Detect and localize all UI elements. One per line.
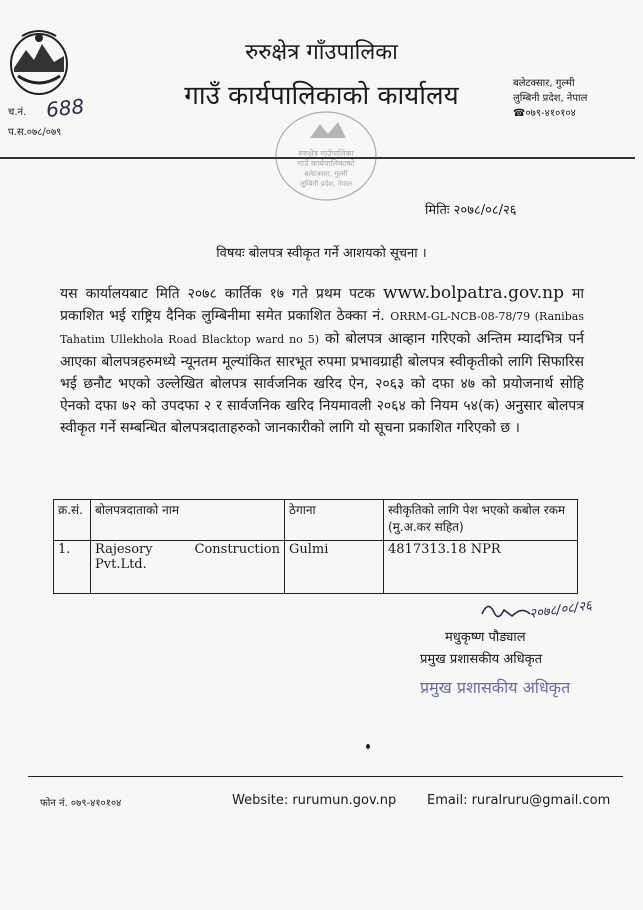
- signatory-name: मधुकृष्ण पौड्याल: [445, 630, 526, 645]
- cell-bidder: Rajesory Construction Pvt.Ltd.: [91, 541, 285, 594]
- signatory-title: प्रमुख प्रशासकीय अधिकृत: [420, 652, 543, 667]
- stamp-line4: लुम्बिनी प्रदेश, नेपाल: [299, 180, 353, 188]
- patra-sankhya: प.स.०७८/०७९: [8, 127, 62, 138]
- cell-address: Gulmi: [285, 541, 384, 594]
- office-title-line2: गाउँ कार्यपालिकाको कार्यालय: [184, 81, 459, 111]
- contract-code: ORRM-GL-NCB-08-78/79 (Ranibas Tahatim Ullekhola Road Blacktop ward no 5): [60, 310, 584, 346]
- footer-phone: फोन नं. ०७९-४१०१०४: [40, 798, 122, 809]
- table-header-row: [54, 500, 578, 541]
- chalani-number-label: च.नं.: [8, 107, 27, 118]
- office-phone: ☎०७९-४१०१०४: [513, 108, 576, 119]
- body-part3: को बोलपत्र आव्हान गरिएको अन्तिम म्यादभित्र पर्न आएका बोलपत्रहरुमध्ये न्यूनतम मूल्यांकित सारभूत रुपमा प्रभावग्राही बोलपत्र स्वीकृतीको लागि सिफारिस भई छनौट भएको उल्लेखित बोलपत्र सार्वजनिक खरिद ऐन, २०६३ को दफा ४७ को प्रयोजनार्थ सोहि ऐनको दफा ७२ को उपदफा २ र सार्वजनिक खरिद नियमावली २०६४ को नियम ५४(क) अनुसार बोलपत्र स्वीकृत गर्ने सम्बन्धित बोलपत्रदाताहरुको जानकारीको लागि यो सूचना प्रकाशित गरिएको छ ।: [60, 331, 584, 436]
- cell-sn: 1.: [54, 541, 91, 594]
- col-header-address: ठेगाना: [285, 500, 384, 541]
- cell-amount: 4817313.18 NPR: [384, 541, 578, 594]
- col-header-sn: क्र.सं.: [54, 500, 91, 541]
- col-header-bidder: बोलपत्रदाताको नाम: [91, 500, 285, 541]
- stamp-line2: गाउँ कार्यपालिकाको: [297, 159, 355, 168]
- bolpatra-website: www.bolpatra.gov.np: [382, 283, 565, 303]
- signatory-stamp: प्रमुख प्रशासकीय अधिकृत: [420, 678, 571, 697]
- office-title-line1: रुरुक्षेत्र गाँउपालिका: [245, 40, 398, 65]
- chalani-number-handwritten: 688: [44, 94, 86, 122]
- stamp-line3: बलेटक्सार, गुल्मी: [304, 170, 348, 178]
- footer-email: Email: ruralruru@gmail.com: [427, 793, 611, 808]
- footer-divider: [28, 776, 623, 777]
- bidder-table: [53, 499, 578, 594]
- col-header-amount: स्वीकृतिको लागि पेश भएको कबोल रकम (मु.अ.कर सहित): [384, 500, 578, 541]
- stamp-line1: रुरुक्षेत्र गाउँपालिका: [298, 149, 354, 158]
- office-seal-stamp: [272, 108, 380, 204]
- address-line1: बलेटक्सार, गुल्मी: [513, 78, 575, 89]
- body-part1: यस कार्यालयबाट मिति २०७८ कार्तिक १७ गते प्रथम पटक: [60, 286, 375, 302]
- notice-body: [60, 282, 584, 439]
- ink-dot: [366, 744, 370, 749]
- signature-date: २०७८/०८/२६: [528, 598, 593, 622]
- table-row: [54, 541, 578, 594]
- office-address: [513, 76, 621, 121]
- body-part2: मा प्रकाशित भई राष्ट्रिय दैनिक लुम्बिनीमा समेत प्रकाशित ठेक्का नं.: [60, 286, 585, 324]
- notice-date: मितिः २०७८/०८/२६: [425, 203, 517, 218]
- address-line2: लुम्बिनी प्रदेश, नेपाल: [513, 93, 588, 104]
- footer-website: Website: rurumun.gov.np: [232, 793, 397, 808]
- notice-subject: विषयः बोलपत्र स्वीकृत गर्ने आशयको सूचना ।: [216, 246, 427, 261]
